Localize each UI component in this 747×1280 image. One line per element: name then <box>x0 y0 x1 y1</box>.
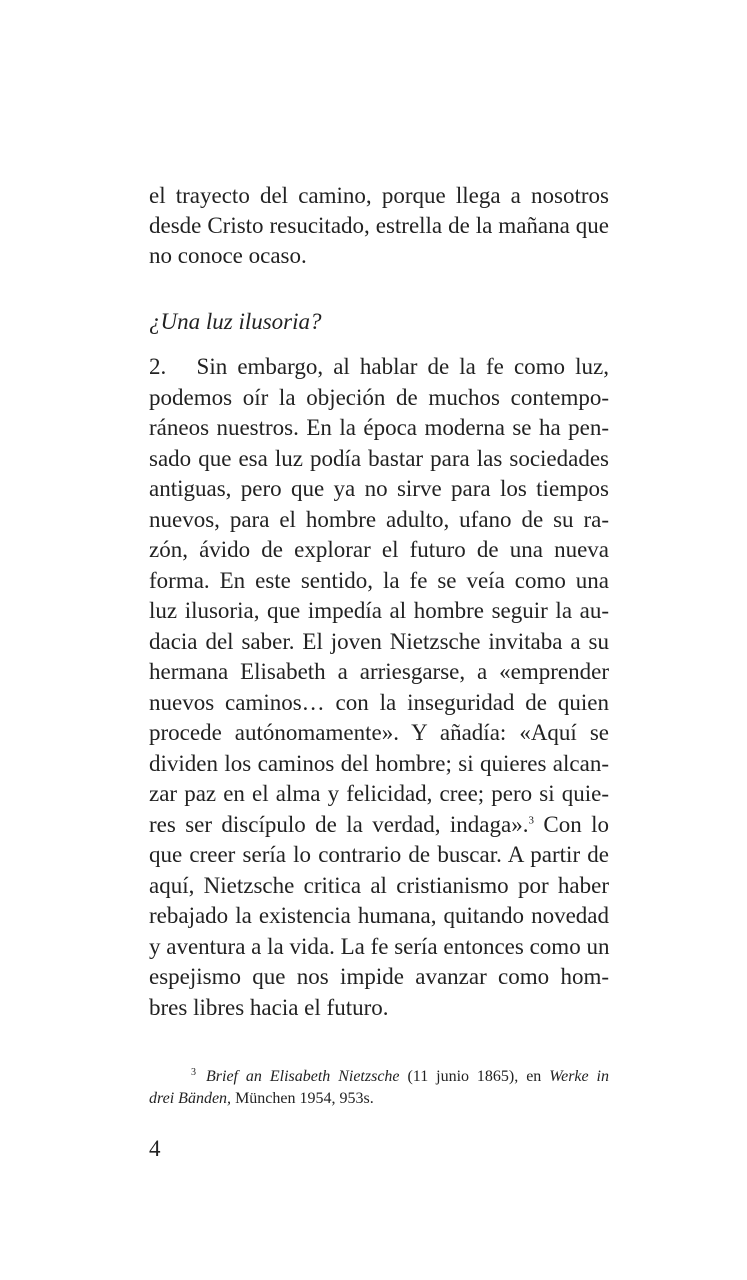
footnote-work-cont: drei Bänden, <box>149 1090 232 1107</box>
paragraph-line: podemos oír la objeción de muchos contempo- <box>149 385 609 410</box>
paragraph-line: aquí, Nietzsche critica al cristianismo por haber <box>149 873 609 898</box>
paragraph-line: zar paz en el alma y felicidad, cree; pero si quie- <box>149 781 609 806</box>
paragraph-line: 2. Sin embargo, al hablar de la fe como luz, <box>149 354 609 379</box>
footnote-date: (11 junio 1865), en <box>399 1068 550 1085</box>
footnote-publication: München 1954, 953s. <box>231 1090 374 1107</box>
intro-line-3: no conoce ocaso. <box>149 243 307 268</box>
paragraph-line: luz ilusoria, que impedía al hombre seguir la au- <box>149 598 609 623</box>
paragraph-line: que creer sería lo contrario de buscar. A partir de <box>149 842 609 867</box>
page-number: 4 <box>149 1136 161 1161</box>
paragraph-line: hermana Elisabeth a arriesgarse, a «emprender <box>149 659 609 684</box>
paragraph-text: Con lo <box>533 812 609 837</box>
intro-line-2: desde Cristo resucitado, estrella de la mañana que <box>149 213 609 238</box>
footnote-work: Werke in <box>549 1068 609 1085</box>
footnote-line-1 <box>149 1066 609 1088</box>
paragraph-line: antiguas, pero que ya no sirve para los tiempos <box>149 476 609 501</box>
paragraph-line: sado que esa luz podía bastar para las sociedades <box>149 446 609 471</box>
paragraph-line: zón, ávido de explorar el futuro de una nueva <box>149 537 609 562</box>
paragraph-line: ráneos nuestros. En la época moderna se ha pen- <box>149 415 609 440</box>
paragraph-line: forma. En este sentido, la fe se veía como una <box>149 568 609 593</box>
paragraph-line-with-footnote-ref <box>149 810 609 840</box>
paragraph-line: procede autónomamente». Y añadía: «Aquí se <box>149 720 609 745</box>
footnote-title: Brief an Elisabeth Nietzsche <box>206 1068 400 1085</box>
paragraph-line: dacia del saber. El joven Nietzsche invitaba a su <box>149 629 609 654</box>
paragraph-line: y aventura a la vida. La fe sería entonces como un <box>149 934 610 959</box>
paragraph-line: rebajado la existencia humana, quitando novedad <box>149 903 609 928</box>
paragraph-line: bres libres hacia el futuro. <box>149 995 389 1020</box>
paragraph-line: dividen los caminos del hombre; si quieres alcan- <box>149 751 609 776</box>
footnote-reference[interactable]: 3 <box>528 814 534 827</box>
intro-line-1: el trayecto del camino, porque llega a nosotros <box>149 183 609 208</box>
footnote-line-2 <box>149 1088 609 1110</box>
footnote-marker: 3 <box>191 1066 196 1078</box>
paragraph-line: espejismo que nos impide avanzar como hom- <box>149 964 609 989</box>
paragraph-line: nuevos, para el hombre adulto, ufano de su ra- <box>149 507 609 532</box>
paragraph-line: nuevos caminos… con la inseguridad de quien <box>149 690 609 715</box>
paragraph-text: res ser discípulo de la verdad, indaga». <box>149 812 529 837</box>
section-heading: ¿Una luz ilusoria? <box>149 309 322 334</box>
